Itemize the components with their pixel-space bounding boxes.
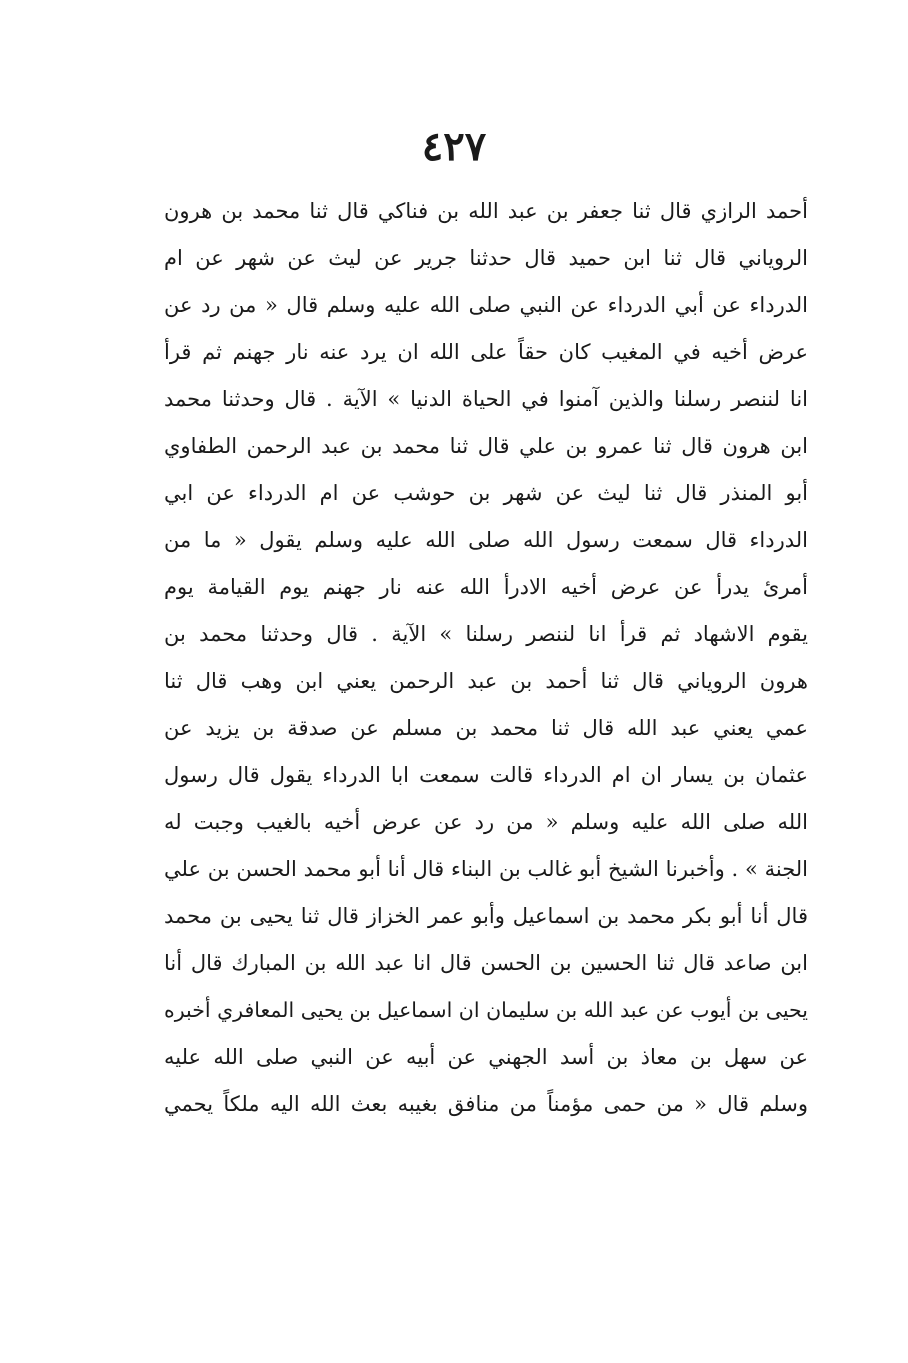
text-line: الدرداء عن أبي الدرداء عن النبي صلى الله عليه وسلم قال « من رد عن bbox=[164, 293, 808, 317]
text-line: عمي يعني عبد الله قال ثنا محمد بن مسلم عن صدقة بن يزيد عن bbox=[164, 716, 808, 740]
text-line: يحيى بن أيوب عن عبد الله بن سليمان ان اسماعيل بن يحيى المعافري أخبره bbox=[164, 998, 808, 1022]
text-line: عرض أخيه في المغيب كان حقاً على الله ان يرد عنه نار جهنم ثم قرأ bbox=[164, 340, 808, 364]
text-line: يقوم الاشهاد ثم قرأ انا لننصر رسلنا » الآية . قال وحدثنا محمد بن bbox=[164, 622, 808, 646]
text-line: عن سهل بن معاذ بن أسد الجهني عن أبيه عن النبي صلى الله عليه bbox=[164, 1045, 808, 1069]
text-line: هرون الروياني قال ثنا أحمد بن عبد الرحمن يعني ابن وهب قال ثنا bbox=[164, 669, 808, 693]
text-line: قال أنا أبو بكر محمد بن اسماعيل وأبو عمر الخزاز قال ثنا يحيى بن محمد bbox=[164, 904, 808, 928]
text-line: أبو المنذر قال ثنا ليث عن شهر بن حوشب عن ام الدرداء عن ابي bbox=[164, 481, 808, 505]
text-line: عثمان بن يسار ان ام الدرداء قالت سمعت ابا الدرداء يقول قال رسول bbox=[164, 763, 808, 787]
text-line: انا لننصر رسلنا والذين آمنوا في الحياة الدنيا » الآية . قال وحدثنا محمد bbox=[164, 387, 808, 411]
text-line: ابن هرون قال ثنا عمرو بن علي قال ثنا محمد بن عبد الرحمن الطفاوي bbox=[164, 434, 808, 458]
text-line: أمرئ يدرأ عن عرض أخيه الادرأ الله عنه نار جهنم يوم القيامة يوم bbox=[164, 575, 808, 599]
body-text bbox=[164, 188, 808, 1128]
text-line: وسلم قال « من حمى مؤمناً من منافق بغيبه بعث الله اليه ملكاً يحمي bbox=[164, 1092, 808, 1116]
page-number: ٤٢٧ bbox=[421, 123, 487, 170]
text-line: أحمد الرازي قال ثنا جعفر بن عبد الله بن فناكي قال ثنا محمد بن هرون bbox=[164, 199, 808, 223]
text-line: الجنة » . وأخبرنا الشيخ أبو غالب بن البناء قال أنا أبو محمد الحسن بن علي bbox=[164, 857, 808, 881]
text-line: الدرداء قال سمعت رسول الله صلى الله عليه وسلم يقول « ما من bbox=[164, 528, 808, 552]
text-line: الله صلى الله عليه وسلم « من رد عن عرض أخيه بالغيب وجبت له bbox=[164, 810, 808, 834]
text-line: الروياني قال ثنا ابن حميد قال حدثنا جرير عن ليث عن شهر عن ام bbox=[164, 246, 808, 270]
text-line: ابن صاعد قال ثنا الحسين بن الحسن قال انا عبد الله بن المبارك قال أنا bbox=[164, 951, 808, 975]
